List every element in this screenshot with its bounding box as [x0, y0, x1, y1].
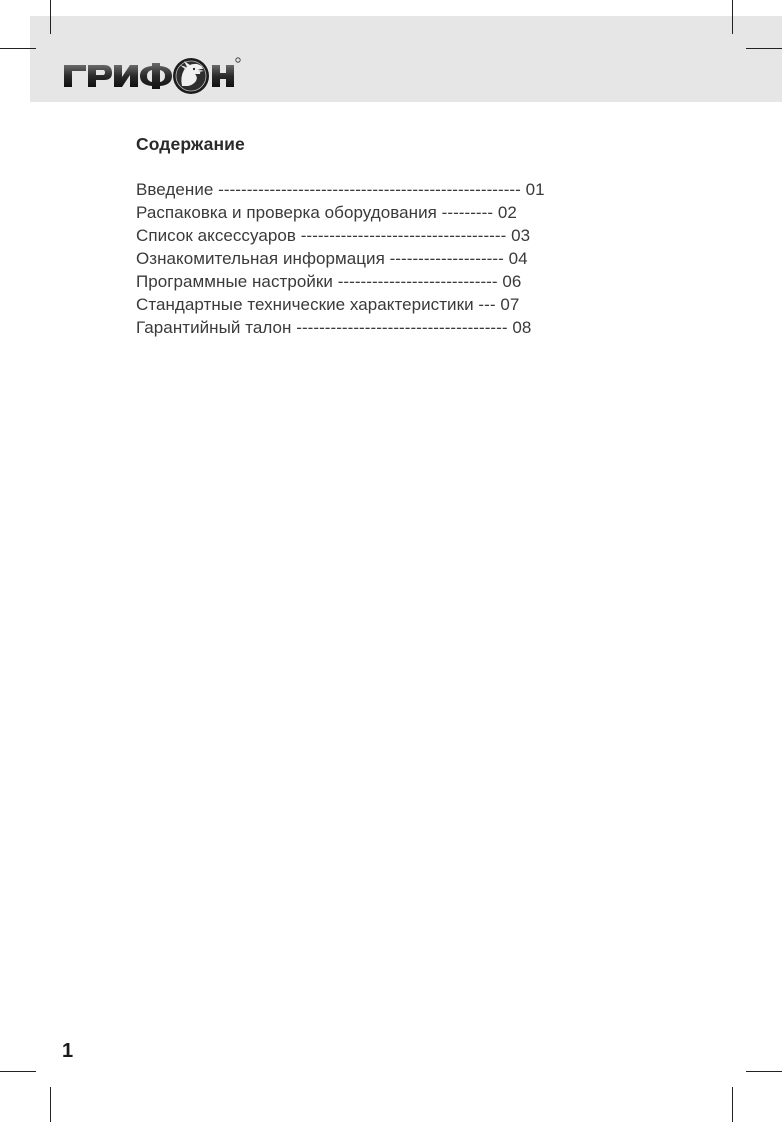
toc-entry[interactable]: Гарантийный талон ------------------------------------- 08 [136, 318, 532, 337]
brand-logo [64, 55, 244, 99]
toc-entry[interactable]: Ознакомительная информация -------------------- 04 [136, 249, 528, 268]
griffin-head-icon [173, 58, 209, 94]
toc-entry[interactable]: Распаковка и проверка оборудования --------- 02 [136, 203, 517, 222]
crop-mark [732, 1087, 733, 1122]
crop-mark [732, 0, 733, 34]
crop-mark [0, 1071, 36, 1072]
toc-title: Содержание [136, 134, 245, 154]
page-number: 1 [62, 1040, 74, 1062]
toc-entry[interactable]: Список аксессуаров ------------------------------------ 03 [136, 226, 531, 245]
crop-mark [746, 1071, 782, 1072]
toc-list [136, 178, 566, 339]
crop-mark [50, 0, 51, 34]
toc-entry[interactable]: Введение ----------------------------------------------------- 01 [136, 180, 545, 199]
crop-mark [0, 48, 36, 49]
crop-mark [50, 1087, 51, 1122]
toc-entry[interactable]: Стандартные технические характеристики --- 07 [136, 295, 520, 314]
toc-entry[interactable]: Программные настройки ---------------------------- 06 [136, 272, 522, 291]
crop-mark [746, 48, 782, 49]
